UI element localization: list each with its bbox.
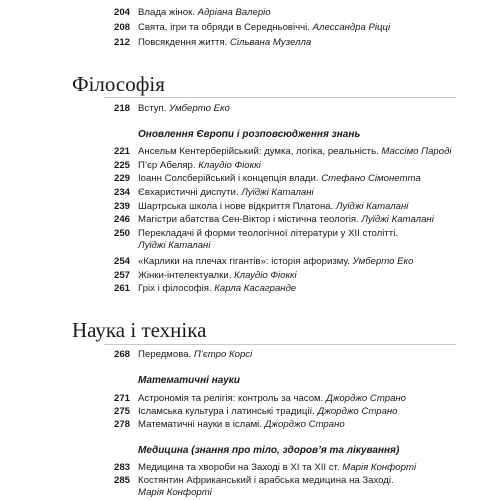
- page-number: 208: [113, 22, 130, 33]
- entry-author: Джорджо Страно: [317, 406, 398, 417]
- entry-title: Магістри абатства Сен-Віктор і містична теологія.: [138, 214, 359, 225]
- divider: [104, 97, 456, 98]
- entry-author: Адріана Валеріо: [197, 7, 271, 18]
- entry-title: «Карлики на плечах гігантів»: історія афоризму.: [138, 256, 350, 267]
- entry-author: Джорджо Страно: [325, 393, 407, 404]
- page-number: 261: [113, 283, 130, 294]
- entry-title: Шартрська школа і нове відкриття Платона.: [138, 201, 334, 212]
- entry-title: Гріх і філософія.: [138, 283, 212, 294]
- entry-author: Клаудіо Фіоккі: [198, 160, 261, 171]
- entry-author: Луїджі Каталані: [335, 201, 409, 212]
- page-number: 246: [113, 214, 130, 225]
- page-number: 221: [113, 146, 130, 157]
- entry-title: Жінки-інтелектуалки.: [138, 270, 232, 281]
- section-heading-philosophy: Філософія: [72, 72, 165, 96]
- entry-title: Влада жінок.: [138, 7, 195, 18]
- page-number: 225: [113, 160, 130, 171]
- entry-title: Іоанн Солсберійський і концепція влади.: [138, 173, 319, 184]
- entry-title: Перекладачі й форми теологічної літератури у XII столітті.: [138, 228, 398, 239]
- entry-title: Ансельм Кентерберійський: думка, логіка, реальність.: [138, 146, 379, 157]
- page-number: 212: [113, 37, 130, 48]
- entry-author: Стефано Сімонетта: [321, 173, 421, 184]
- entry-author: Умберто Еко: [169, 103, 230, 114]
- page-number: 278: [113, 419, 130, 430]
- entry-title: Астрономія та релігія: контроль за часом.: [138, 393, 324, 404]
- entry-title: П’єр Абеляр.: [138, 160, 196, 171]
- entry-title: Костянтин Африканський і арабська медицина на Заході.: [138, 475, 394, 486]
- page-number: 257: [113, 270, 130, 281]
- entry-author: Луїджі Каталані: [361, 214, 434, 225]
- divider: [104, 344, 456, 345]
- entry-author: Умберто Еко: [352, 256, 414, 267]
- entry-author: Джорджо Страно: [264, 419, 345, 430]
- entry-title: Вступ.: [138, 103, 167, 114]
- page-number: 271: [113, 393, 130, 404]
- page-number: 218: [113, 103, 130, 114]
- entry-author: Луїджі Каталані: [138, 240, 211, 251]
- entry-author: Массімо Пароді: [381, 146, 452, 157]
- entry-author: Сільвана Музелла: [229, 37, 312, 48]
- page-number: 285: [113, 475, 130, 486]
- subsection-heading: Оновлення Європи і розповсюдження знань: [138, 129, 361, 140]
- entry-author: Клаудіо Фіоккі: [234, 270, 297, 281]
- subsection-heading: Математичні науки: [138, 375, 240, 386]
- page-number: 229: [113, 173, 130, 184]
- subsection-heading: Медицина (знання про тіло, здоров’я та лікування): [138, 445, 400, 456]
- section-heading-science: Наука і техніка: [72, 318, 207, 342]
- entry-title: Математичні науки в ісламі.: [138, 419, 262, 430]
- page-number: 283: [113, 462, 130, 473]
- page-number: 204: [113, 7, 130, 18]
- entry-author: Алессандра Ріцці: [312, 22, 391, 33]
- entry-author: Марія Конфорті: [342, 462, 417, 473]
- entry-title: Ісламська культура і латинські традиції.: [138, 406, 315, 417]
- page-number: 239: [113, 201, 130, 212]
- entry-title: Свята, ігри та обряди в Середньовіччі.: [138, 22, 310, 33]
- entry-author: Карла Касагранде: [214, 283, 297, 294]
- entry-title: Передмова.: [138, 349, 192, 360]
- page-number: 268: [113, 349, 130, 360]
- entry-author: Луїджі Каталані: [241, 187, 314, 198]
- page-number: 254: [113, 256, 130, 267]
- page-number: 250: [113, 228, 130, 239]
- entry-title: Повсякдення життя.: [138, 37, 228, 48]
- page-number: 234: [113, 187, 130, 198]
- entry-author: Марія Конфорті: [138, 487, 212, 498]
- entry-author: П’єтро Корсі: [193, 349, 253, 360]
- entry-title: Євхаристичні диспути.: [138, 187, 239, 198]
- entry-title: Медицина та хвороби на Заході в XI та XII ст.: [138, 462, 340, 473]
- page-number: 275: [113, 406, 130, 417]
